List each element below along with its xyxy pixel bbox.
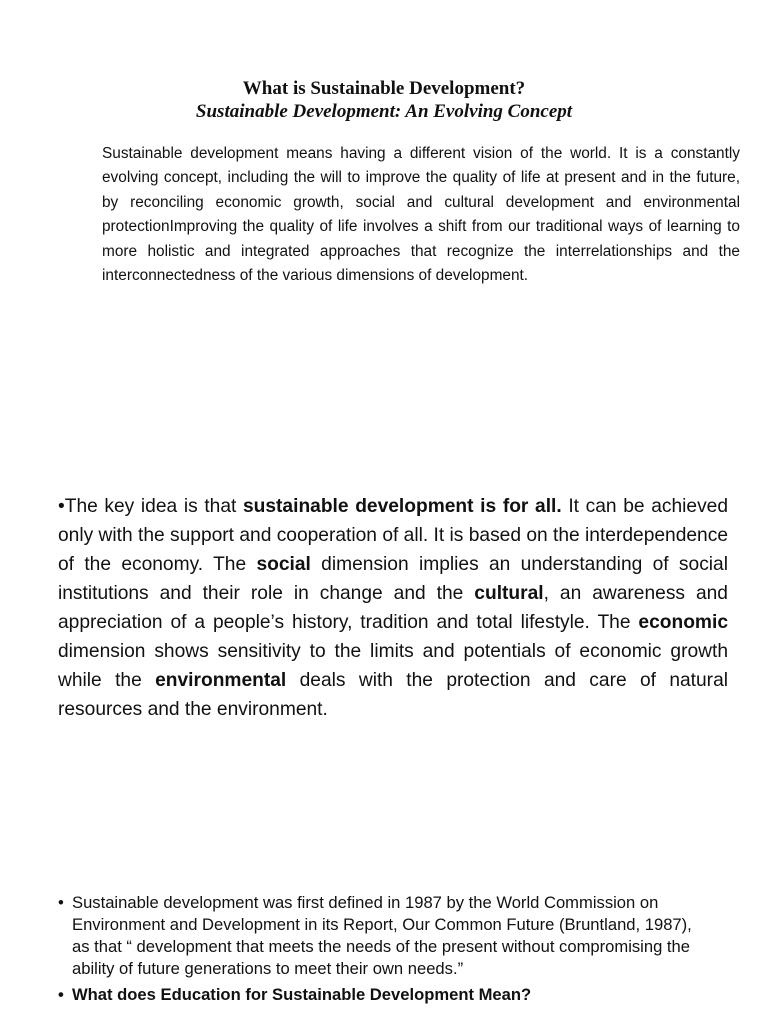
bullet-marker: • xyxy=(58,893,64,912)
key-idea-text-3: dimension implies an understanding of social institutions and their role in change and the xyxy=(58,554,728,604)
bullet-list xyxy=(58,892,708,1010)
page-subtitle: Sustainable Development: An Evolving Concept xyxy=(195,101,573,122)
key-idea-bold-economic: economic xyxy=(638,612,728,633)
intro-paragraph: Sustainable development means having a different vision of the world. It is a constantly evolving concept, including the will to improve the quality of life at present and in the future, by reconciling economic growth, social and cultural development and environmental protectionImproving the quality of life involves a shift from our traditional ways of learning to more holistic and integrated approaches that recognize the interrelationships and the interconnectedness of the various dimensions of development. xyxy=(102,145,740,285)
list-item xyxy=(58,984,708,1006)
bullet-text: Sustainable development was first defined in 1987 by the World Commission on Environment and Development in its Report, Our Common Future (Bruntland, 1987), as that “ development that meets the needs of the present without compromising the ability of future generations to meet their own needs.” xyxy=(72,893,692,978)
key-idea-text-6: deals with the protection and care of natural resources and the environment. xyxy=(58,670,729,720)
key-idea-bold-social: social xyxy=(256,554,311,575)
key-idea-bold-environmental: environmental xyxy=(155,670,287,691)
key-idea-text-2: It can be achieved only with the support and cooperation of all. It is based on the interdependence of the economy. The xyxy=(58,496,729,575)
key-idea-bold-cultural: cultural xyxy=(474,583,544,604)
bullet-marker: • xyxy=(58,985,64,1004)
key-idea-text-1: •The key idea is that xyxy=(58,496,243,517)
list-item xyxy=(58,892,708,980)
key-idea-bold-all: sustainable development is for all. xyxy=(242,496,562,517)
key-idea-paragraph xyxy=(58,492,728,724)
key-idea-text-4: , an awareness and appreciation of a people’s history, tradition and total lifestyle. The xyxy=(58,583,728,633)
key-idea-text-5: dimension shows sensitivity to the limits and potentials of economic growth while the xyxy=(58,641,728,691)
page-title: What is Sustainable Development? xyxy=(242,78,526,99)
bullet-text: What does Education for Sustainable Development Mean? xyxy=(72,985,532,1004)
title-block xyxy=(0,77,768,123)
